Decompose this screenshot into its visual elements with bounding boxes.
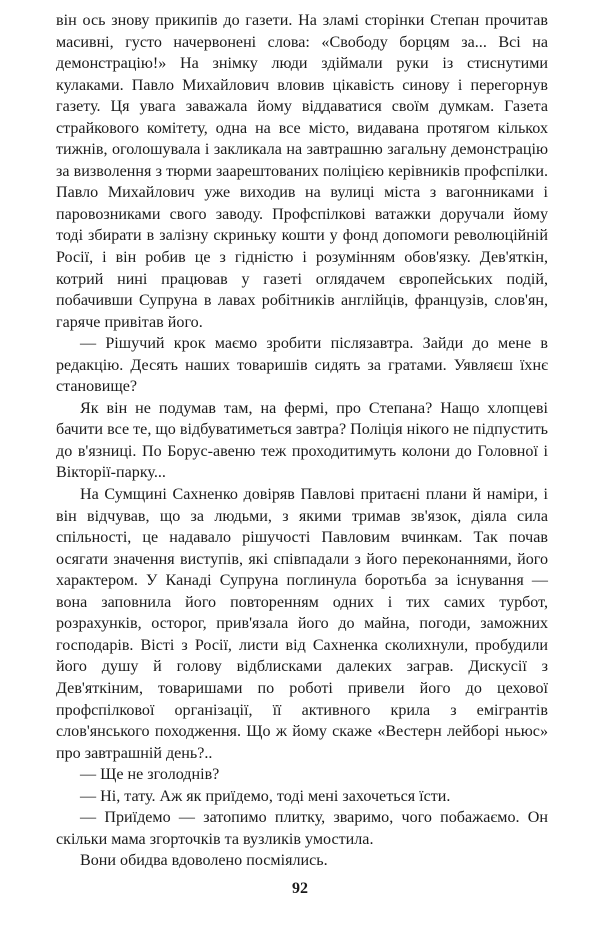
page-number: 92	[292, 880, 308, 897]
paragraph: — Рішучий крок маємо зробити післязавтра. Зайди до мене в редакцію. Десять наших товаришів сидять за гратами. Уявляєш їхнє становище?	[56, 335, 548, 396]
paragraph: На Сумщині Сахненко довіряв Павлові притаєні плани й наміри, і він відчував, що за людьми, з якими тримав зв'язок, діяла сила спільності, це надавало рішучості Павловим вчинкам. Так почав осягати значення виступів, які співпадали з його переконаннями, його характером. У Канаді Супруна поглинула боротьба за існування — вона заповнила його повторенням одних і тих самих турбот, розрахунків, осторог, прив'язала його до майна, погоди, заможних господарів. Вісті з Росії, листи від Сахненка сколихнули, пробудили його душу й голову відблисками далеких заграв. Дискусії з Дев'яткіним, товаришами по роботі привели його до цехової профспілкової організації, її активного крила з емігрантів слов'янського походження. Що ж йому скаже «Вестерн лейборі ньюс» про завтрашній день?..	[56, 486, 548, 762]
paragraph: — Ще не зголоднів?	[80, 766, 220, 784]
paragraph: Вони обидва вдоволено посміялись.	[80, 852, 328, 870]
paragraph: він ось знову прикипів до газети. На зламі сторінки Степан прочитав масивні, густо начервонені слова: «Свободу борцям за... Всі на демонстрацію!» На знімку люди здіймали руки із стиснутими кулаками. Павло Михайлович вловив цікавість синову і перегорнув газету. Ця увага заважала йому віддаватися своїм думкам. Газета страйкового комітету, одна на все місто, видавана протягом кількох тижнів, оголошувала і закликала на завтрашню загальну демонстрацію за визволення з тюрми заарештованих поліцією керівників профспілки. Павло Михайлович уже виходив на вулиці міста з вагонниками і паровозниками свого заводу. Профспілкові ватажки доручали йому тоді збирати в залізну скриньку кошти у фонд допомоги революційній Росії, і він робив це з гідністю і розумінням обов'язку. Дев'яткін, котрий нині працював у газеті оглядачем європейських подій, побачивши Супруна в лавах робітників англійців, французів, слов'ян, гаряче привітав його.	[56, 12, 548, 331]
page-text	[56, 10, 548, 872]
paragraph: Як він не подумав там, на фермі, про Степана? Нащо хлопцеві бачити все те, що відбуватиметься завтра? Поліція нікого не підпустить до в'язниці. По Борус-авеню теж проходитимуть колони до Головної і Вікторії-парку...	[56, 399, 548, 482]
paragraph: — Ні, тату. Аж як приїдемо, тоді мені захочеться їсти.	[80, 787, 451, 805]
paragraph: — Приїдемо — затопимо плитку, зваримо, чого побажаємо. Он скільки мама згорточків та вузликів умостила.	[56, 809, 548, 848]
